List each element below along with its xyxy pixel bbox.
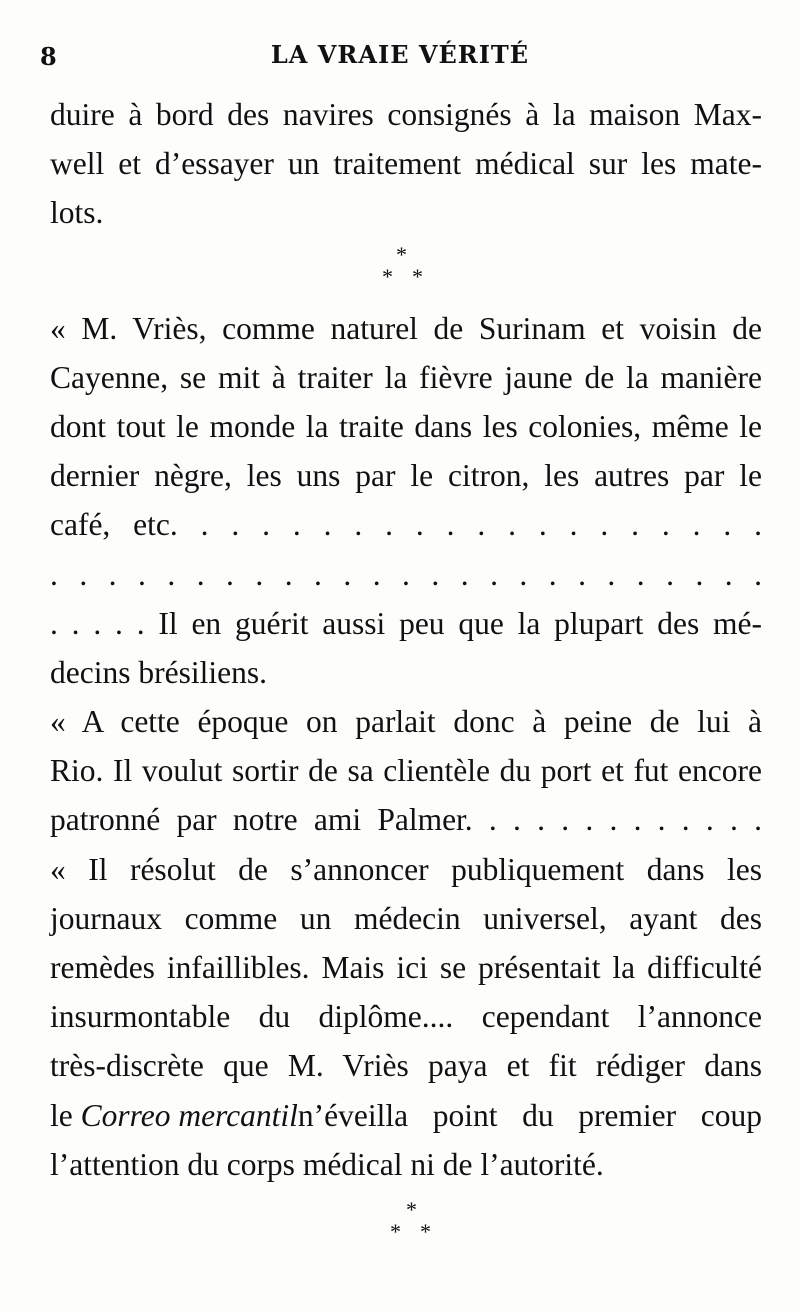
text-line: journaux comme un médecin universel, ayant des [50, 900, 762, 936]
section-separator [50, 1189, 762, 1255]
text-line: l’attention du corps médical ni de l’autorité. [50, 1146, 604, 1182]
text-line: Rio. Il voulut sortir de sa clientèle du port et fut encore [50, 753, 762, 789]
page-header [40, 36, 760, 76]
text-line: . . . . . Il en guérit aussi peu que la plupart des mé- [50, 605, 762, 641]
text-line: « Il résolut de s’annoncer publiquement dans les [50, 851, 762, 887]
text-line: patronné par notre ami Palmer. . . . . . . . . . . . . [50, 802, 762, 838]
text-line: well et d’essayer un traitement médical sur les mate- [50, 146, 762, 182]
asterism-star: * [412, 263, 423, 289]
text-line: le Correo mercantil n’éveilla point du premier coup [50, 1091, 762, 1140]
text-line: duire à bord des navires consignés à la maison Max- [50, 97, 762, 132]
text-line: café, etc. . . . . . . . . . . . . . . . . . . . [50, 507, 762, 543]
text-line: dernier nègre, les uns par le citron, les autres par le [50, 458, 762, 494]
text-line: « A cette époque on parlait donc à peine de lui à [50, 704, 762, 740]
text-line: Cayenne, se mit à traiter la fièvre jaune de la manière [50, 359, 762, 395]
text-line: insurmontable du diplôme.... cependant l’annonce [50, 999, 762, 1035]
asterism-star: * [396, 241, 407, 267]
text-line: très-discrète que M. Vriès paya et fit rédiger dans [50, 1048, 762, 1084]
body-text [50, 90, 762, 1255]
running-title: LA VRAIE VÉRITÉ [270, 40, 530, 69]
text-line: decins brésiliens. [50, 654, 267, 690]
text-line: « M. Vriès, comme naturel de Surinam et voisin de [50, 310, 762, 346]
asterism-star: * [390, 1218, 401, 1244]
text-line: remèdes infaillibles. Mais ici se présentait la difficulté [50, 950, 762, 985]
text-line: dont tout le monde la traite dans les colonies, même le [50, 408, 762, 444]
page-number: 8 [40, 42, 57, 71]
asterism-star: * [420, 1218, 431, 1244]
italic-title: Correo mercantil [80, 1097, 298, 1133]
asterism-star: * [406, 1196, 417, 1222]
asterism-star: * [382, 263, 393, 289]
text-line: lots. [50, 195, 104, 231]
section-separator [50, 238, 762, 304]
text-line: . . . . . . . . . . . . . . . . . . . . . . . . . [50, 556, 762, 592]
